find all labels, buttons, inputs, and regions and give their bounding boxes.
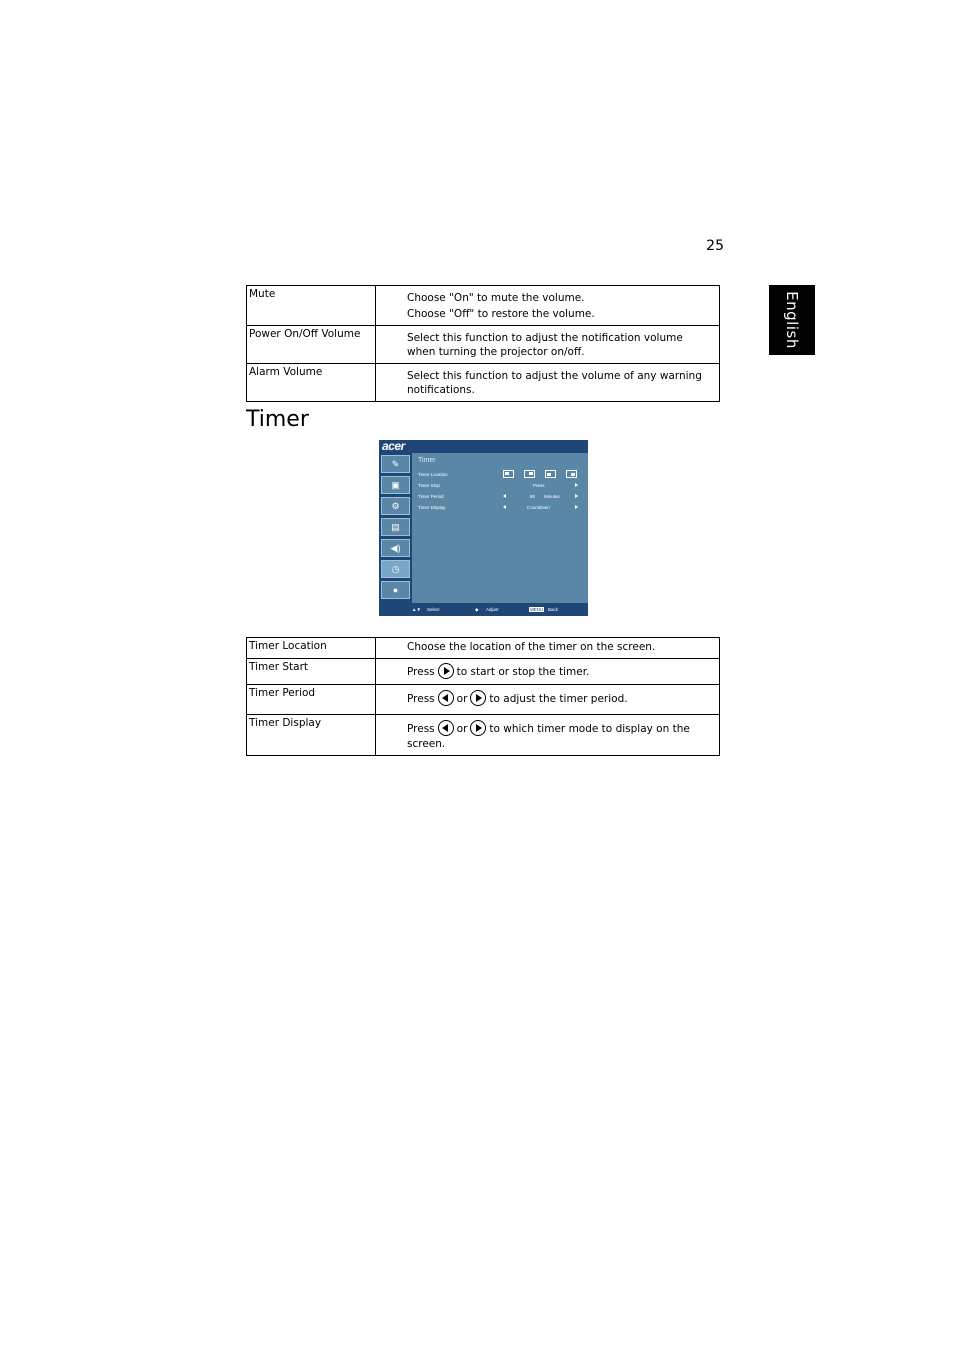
desc-text: to adjust the timer period. — [489, 693, 628, 705]
right-arrow-icon — [575, 483, 578, 487]
footer-select: Select — [427, 607, 440, 612]
left-arrow-icon — [503, 505, 506, 509]
row-label: Timer Location — [247, 638, 376, 659]
row-label: Timer Period — [247, 685, 376, 715]
osd-row-label: Timer Display — [418, 505, 446, 510]
desc-line: Select this function to adjust the notification volume when turning the projector on/off. — [407, 332, 683, 358]
row-description — [376, 638, 720, 659]
acer-logo: acer — [382, 440, 405, 453]
press-text: Press — [407, 723, 435, 735]
desc-line: Choose "On" to mute the volume. — [407, 292, 585, 304]
osd-row-value: Countdown — [527, 505, 550, 510]
row-description — [376, 286, 720, 326]
right-arrow-icon — [575, 494, 578, 498]
desc-line: Select this function to adjust the volume of any warning notifications. — [407, 370, 702, 396]
table-row — [247, 715, 720, 756]
osd-timer-screenshot — [379, 440, 588, 616]
osd-row-label: Timer Location — [418, 472, 448, 477]
row-label: Power On/Off Volume — [247, 326, 376, 364]
menu-key-icon: MENU — [530, 607, 544, 612]
desc-line: Choose "Off" to restore the volume. — [407, 308, 595, 320]
row-description — [376, 685, 720, 715]
press-text: Press — [407, 666, 435, 678]
row-description — [376, 659, 720, 685]
row-label: Timer Start — [247, 659, 376, 685]
footer-adjust: Adjust — [486, 607, 499, 612]
up-down-arrows-icon: ▲▼ — [412, 607, 421, 612]
color-icon: ✎ — [381, 455, 410, 473]
osd-row-value: 60 — [530, 494, 536, 499]
table-row — [247, 685, 720, 715]
language-icon: ● — [381, 581, 410, 599]
timer-location-bottom-left-icon — [545, 470, 556, 478]
language-tab-label: English — [783, 291, 802, 349]
osd-row-label: Timer Stop — [418, 483, 440, 488]
row-label: Timer Display — [247, 715, 376, 756]
desc-text: to which timer mode to display on the screen. — [407, 723, 690, 750]
row-description — [376, 364, 720, 402]
timer-icon: ◷ — [381, 560, 410, 578]
row-label: Mute — [247, 286, 376, 326]
timer-location-top-left-icon — [503, 470, 514, 478]
osd-menu-title: Timer — [418, 457, 436, 464]
right-button-icon — [470, 690, 486, 706]
timer-location-bottom-right-icon — [566, 470, 577, 478]
left-button-icon — [438, 720, 454, 736]
adjust-icon: ◆ — [475, 607, 479, 612]
osd-header — [379, 440, 588, 453]
right-button-icon — [470, 720, 486, 736]
table-row — [247, 326, 720, 364]
section-heading: Timer — [246, 407, 309, 432]
row-description — [376, 326, 720, 364]
press-text: Press — [407, 693, 435, 705]
desc-text: to start or stop the timer. — [456, 666, 590, 678]
left-button-icon — [438, 690, 454, 706]
image-icon: ▣ — [381, 476, 410, 494]
osd-footer — [379, 603, 588, 616]
desc-line: Choose the location of the timer on the screen. — [407, 641, 656, 653]
settings-icon: ⚙ — [381, 497, 410, 515]
footer-back: Back — [548, 607, 559, 612]
or-text: or — [456, 693, 468, 705]
osd-row-value: Press — [533, 483, 545, 488]
timer-location-top-right-icon — [524, 470, 535, 478]
osd-sidebar — [379, 453, 412, 603]
table-row — [247, 638, 720, 659]
left-arrow-icon — [503, 494, 506, 498]
table-row — [247, 659, 720, 685]
row-label: Alarm Volume — [247, 364, 376, 402]
language-tab — [769, 285, 815, 355]
row-description — [376, 715, 720, 756]
right-button-icon — [438, 663, 454, 679]
osd-row-unit: Minutes — [544, 494, 560, 499]
audio-settings-table — [246, 285, 720, 402]
management-icon: ▤ — [381, 518, 410, 536]
osd-row-label: Timer Period — [418, 494, 444, 499]
table-row — [247, 286, 720, 326]
table-row — [247, 364, 720, 402]
page-number: 25 — [706, 238, 724, 254]
timer-settings-table — [246, 637, 720, 756]
right-arrow-icon — [575, 505, 578, 509]
audio-icon: ◀) — [381, 539, 410, 557]
or-text: or — [456, 723, 468, 735]
